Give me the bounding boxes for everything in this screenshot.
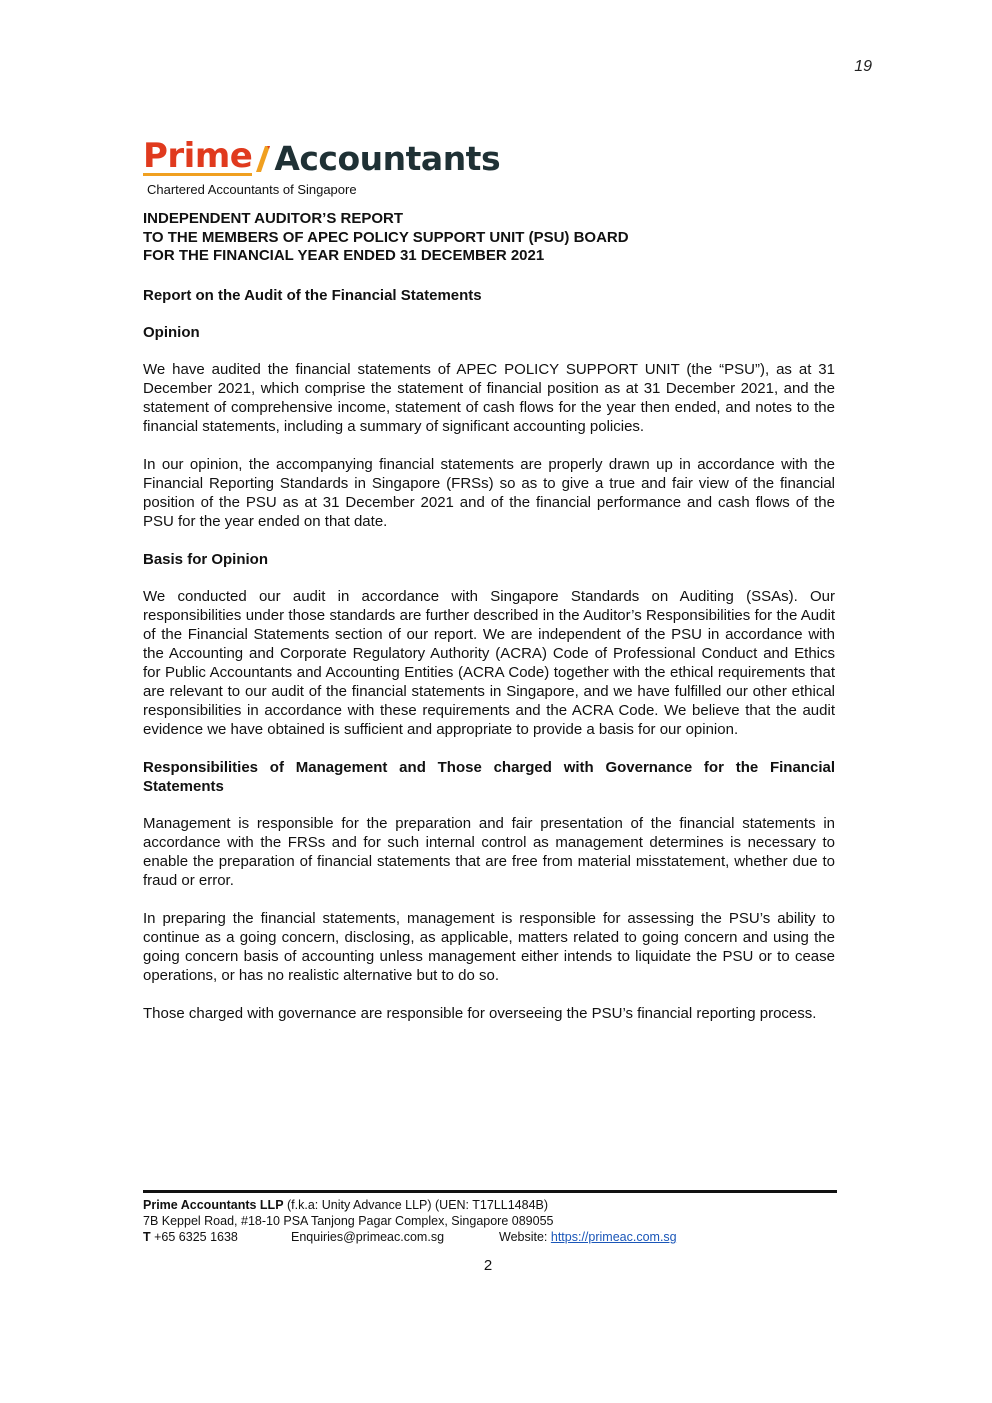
logo-prime-text: Prime (143, 136, 253, 176)
footer-phone-number: +65 6325 1638 (150, 1230, 238, 1244)
logo-slash-icon (256, 146, 270, 172)
footer-company-note: (f.k.a: Unity Advance LLP) (UEN: T17LL1484B) (283, 1198, 549, 1212)
basis-paragraph: We conducted our audit in accordance with Singapore Standards on Auditing (SSAs). Our responsibilities under those standards are further described in the Auditor’s Responsibilities for the Audit of the Financial Statements section of our report. We are independent of the PSU in accordance with the Accounting and Corporate Regulatory Authority (ACRA) Code of Professional Conduct and Ethics for Public Accountants and Accounting Entities (ACRA Code) together with the ethical requirements that are relevant to our audit of the financial statements in Singapore, and we have fulfilled our other ethical responsibilities in accordance with these requirements and the ACRA Code. We believe that the audit evidence we have obtained is sufficient and appropriate to provide a basis for our opinion. (143, 587, 835, 738)
responsibilities-paragraph: In preparing the financial statements, management is responsible for assessing the PSU’s ability to continue as a going concern, disclosing, as applicable, matters related to going concern and using the going concern basis of accounting unless management either intends to liquidate the PSU or to cease operations, or has no realistic alternative but to do so. (143, 909, 835, 984)
footer-website-link[interactable]: https://primeac.com.sg (550, 1230, 677, 1244)
report-body (143, 210, 835, 1023)
footer-phone-label: T (143, 1230, 151, 1244)
report-title (143, 210, 835, 266)
report-title-line: TO THE MEMBERS OF APEC POLICY SUPPORT UNIT (PSU) BOARD (143, 228, 629, 246)
report-title-line: FOR THE FINANCIAL YEAR ENDED 31 DECEMBER 2021 (143, 247, 545, 264)
footer-website-label: Website: (499, 1230, 551, 1244)
footer-phone (143, 1229, 291, 1245)
page-number: 2 (483, 1257, 493, 1274)
corner-page-number: 19 (854, 58, 872, 75)
heading-responsibilities: Responsibilities of Management and Those charged with Governance for the Financial Statements (143, 758, 835, 795)
section-heading-audit-report: Report on the Audit of the Financial Statements (143, 286, 482, 304)
logo-tagline: Chartered Accountants of Singapore (147, 182, 357, 197)
company-logo (143, 132, 500, 197)
footer-company-line (143, 1197, 837, 1213)
responsibilities-paragraph: Management is responsible for the preparation and fair presentation of the financial statements in accordance with the FRSs and for such internal control as management determines is necessary to enable the preparation of financial statements that are free from material misstatement, whether due to fraud or error. (143, 814, 835, 889)
heading-basis-for-opinion: Basis for Opinion (143, 550, 269, 568)
heading-opinion: Opinion (143, 323, 200, 341)
opinion-paragraph: We have audited the financial statements of APEC POLICY SUPPORT UNIT (the “PSU”), as at 31 December 2021, which comprise the statement of financial position as at 31 December 2021, and the statement of comprehensive income, statement of cash flows for the year then ended, and notes to the financial statements, including a summary of significant accounting policies. (143, 360, 835, 435)
opinion-paragraph: In our opinion, the accompanying financial statements are properly drawn up in accordance with the Financial Reporting Standards in Singapore (FRSs) so as to give a true and fair view of the financial position of the PSU as at 31 December 2021 and of the financial performance and cash flows of the PSU for the year ended on that date. (143, 455, 835, 530)
footer-email[interactable]: Enquiries@primeac.com.sg (291, 1230, 445, 1244)
report-title-line: INDEPENDENT AUDITOR’S REPORT (143, 210, 404, 227)
logo-accountants-text: Accountants (274, 139, 501, 178)
footer-website (499, 1229, 677, 1245)
responsibilities-paragraph: Those charged with governance are responsible for overseeing the PSU’s financial reporting process. (143, 1004, 817, 1022)
letterhead-footer (143, 1190, 837, 1245)
footer-address: 7B Keppel Road, #18-10 PSA Tanjong Pagar Complex, Singapore 089055 (143, 1214, 554, 1228)
footer-company-name: Prime Accountants LLP (143, 1198, 284, 1212)
footer-contact-line (143, 1229, 837, 1245)
